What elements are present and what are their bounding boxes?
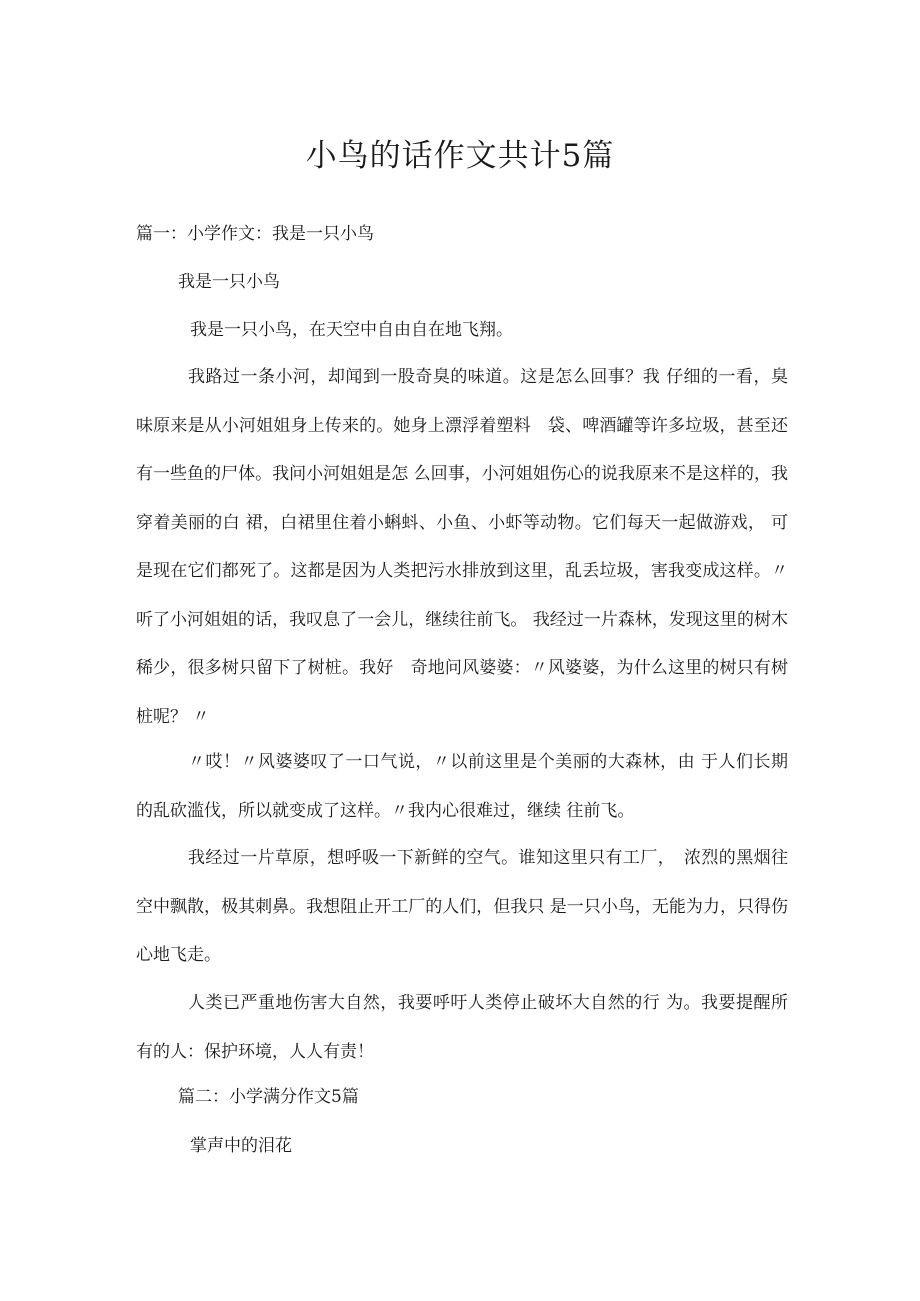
section-heading-2: 篇二：小学满分作文5篇 — [178, 1087, 359, 1107]
paragraph-3: 〃哎！〃风婆婆叹了一口气说，〃以前这里是个美丽的大森林，由 于人们长期的乱砍滥伐，所以就变成了这样。〃我内心很难过，继续 往前飞。 — [136, 752, 788, 821]
paragraph-5: 人类已严重地伤害大自然，我要呼吁人类停止破坏大自然的行 为。我要提醒所有的人：保护环境，人人有责！ — [136, 993, 788, 1062]
section-heading-1: 篇一：小学作文：我是一只小鸟 — [136, 224, 374, 244]
paragraph-1: 我是一只小鸟，在天空中自由自在地飞翔。 — [190, 320, 513, 340]
essay-title-2: 掌声中的泪花 — [190, 1136, 292, 1156]
essay-title-1: 我是一只小鸟 — [178, 272, 280, 292]
paragraph-4: 我经过一片草原，想呼吸一下新鲜的空气。谁知这里只有工厂， 浓烈的黑烟往空中飘散，极其刺鼻。我想阻止开工厂的人们，但我只 是一只小鸟，无能为力，只得伤心地飞走。 — [136, 848, 788, 965]
document-title: 小鸟的话作文共计5篇 — [305, 138, 615, 174]
paragraph-2: 我路过一条小河，却闻到一股奇臭的味道。这是怎么回事？我 仔细的一看，臭味原来是从小河姐姐身上传来的。她身上漂浮着塑料 袋、啤酒罐等许多垃圾，甚至还有一些鱼的尸体。我问小河姐姐是怎 么回事，小河姐姐伤心的说我原来不是这样的，我穿着美丽的白 裙，白裙里住着小蝌蚪、小鱼、小虾等动物。它们每天一起做游戏， 可是现在它们都死了。这都是因为人类把污水排放到这里，乱丢垃圾，害我变成这样。〃听了小河姐姐的话，我叹息了一会儿，继续往前飞。 我经过一片森林，发现这里的树木稀少，很多树只留下了树桩。我好 奇地问风婆婆：〃风婆婆，为什么这里的树只有树桩呢？ 〃 — [136, 367, 788, 727]
